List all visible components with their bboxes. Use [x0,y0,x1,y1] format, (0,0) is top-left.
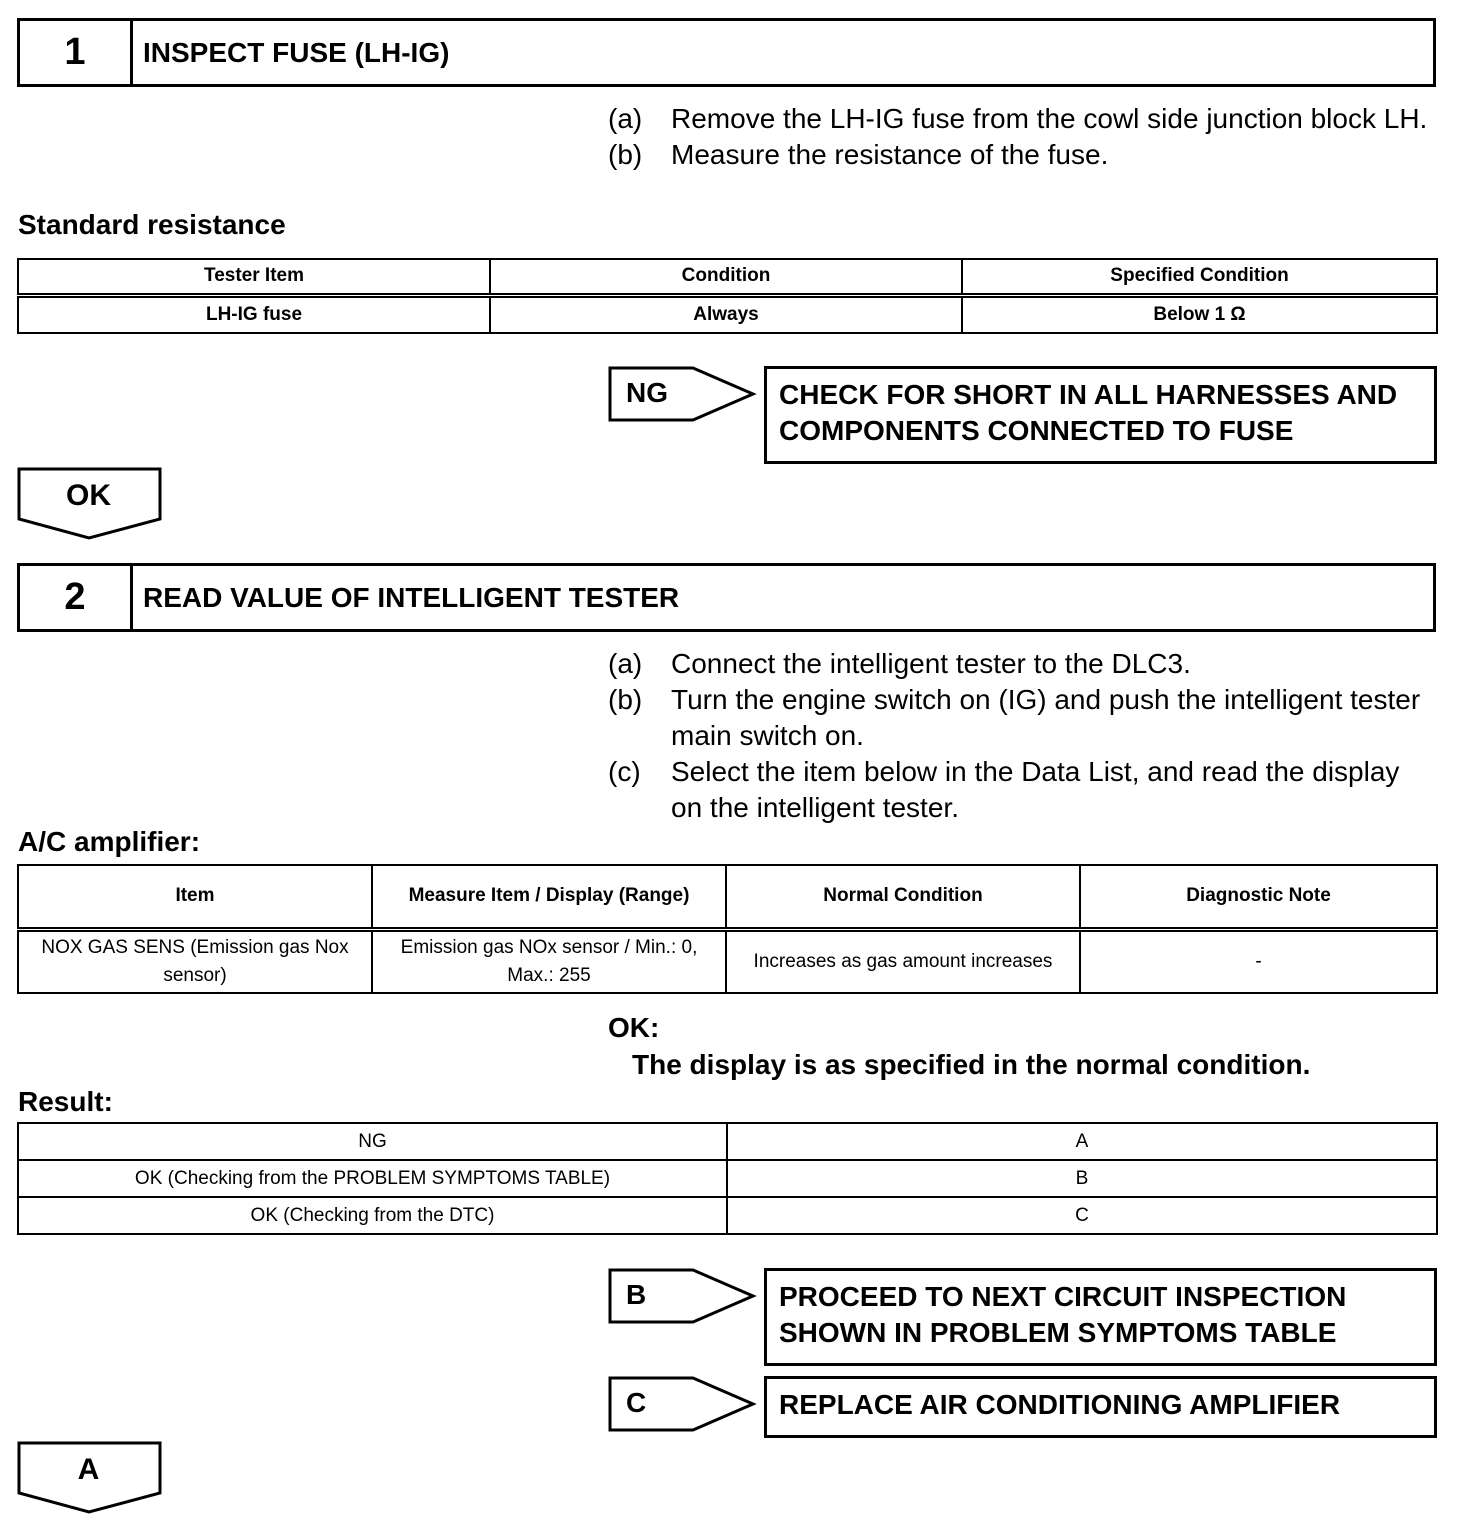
instruction-item [608,137,1438,173]
ok-arrow-label: OK [66,479,111,512]
table-header: Measure Item / Display (Range) [372,865,726,929]
ok-label: OK: [608,1012,660,1043]
step1-number: 1 [20,21,133,84]
instruction-text: Turn the engine switch on (IG) and push the intelligent tester main switch on. [671,684,1421,751]
table-header: Normal Condition [726,865,1080,929]
instruction-mark: (c) [608,756,641,787]
a-arrow-label: A [77,1453,100,1486]
instruction-mark: (a) [608,648,643,679]
table-header: Item [18,865,372,929]
resistance-table [17,258,1438,334]
b-tag-label: B [626,1279,647,1310]
instruction-item [608,646,1438,682]
step1-instructions [608,101,1438,173]
ac-amplifier-label: A/C amplifier: [18,826,201,857]
instruction-item [608,754,1438,826]
standard-resistance-label: Standard resistance [18,209,286,240]
table-cell: OK (Checking from the DTC) [18,1197,727,1234]
table-header-row [18,259,1437,295]
table-cell: Emission gas NOx sensor / Min.: 0, Max.: 255 [372,929,726,993]
step1-header [17,18,1436,87]
table-cell: B [727,1160,1437,1197]
ng-action-box: CHECK FOR SHORT IN ALL HARNESSES AND COMPONENTS CONNECTED TO FUSE [764,366,1437,464]
table-header: Tester Item [18,259,490,295]
table-row [18,295,1437,333]
instruction-text: Connect the intelligent tester to the DLC3. [671,648,1191,679]
ng-tag [608,366,758,422]
data-list-table [17,864,1438,994]
table-cell: Always [490,295,962,333]
table-row [18,929,1437,993]
table-cell: Below 1 Ω [962,295,1437,333]
table-cell: A [727,1123,1437,1160]
instruction-mark: (b) [608,684,643,715]
table-cell: NOX GAS SENS (Emission gas Nox sensor) [18,929,372,993]
b-action-box: PROCEED TO NEXT CIRCUIT INSPECTION SHOWN IN PROBLEM SYMPTOMS TABLE [764,1268,1437,1366]
ok-down-arrow [17,467,163,541]
step2-header [17,563,1436,632]
table-header: Diagnostic Note [1080,865,1437,929]
a-down-arrow [17,1441,163,1515]
table-cell: LH-IG fuse [18,295,490,333]
table-cell: - [1080,929,1437,993]
ok-text: The display is as specified in the normal condition. [632,1049,1311,1080]
b-tag [608,1268,758,1324]
c-tag-label: C [626,1387,647,1418]
instruction-text: Select the item below in the Data List, and read the display on the intelligent tester. [671,756,1400,823]
instruction-text: Remove the LH-IG fuse from the cowl side junction block LH. [671,103,1428,134]
table-cell: NG [18,1123,727,1160]
table-cell: Increases as gas amount increases [726,929,1080,993]
table-header: Condition [490,259,962,295]
ng-tag-label: NG [626,377,668,408]
result-table [17,1122,1438,1235]
instruction-item [608,101,1438,137]
table-row [18,1197,1437,1234]
table-row [18,1160,1437,1197]
step1-title: INSPECT FUSE (LH-IG) [143,36,450,68]
table-row [18,1123,1437,1160]
step2-title: READ VALUE OF INTELLIGENT TESTER [143,581,680,613]
table-header: Specified Condition [962,259,1437,295]
step2-number: 2 [20,566,133,629]
c-action-box: REPLACE AIR CONDITIONING AMPLIFIER [764,1376,1437,1438]
step2-instructions [608,646,1438,826]
table-cell: OK (Checking from the PROBLEM SYMPTOMS TABLE) [18,1160,727,1197]
instruction-item [608,682,1438,754]
table-header-row [18,865,1437,929]
c-tag [608,1376,758,1432]
instruction-text: Measure the resistance of the fuse. [671,139,1109,170]
table-cell: C [727,1197,1437,1234]
instruction-mark: (a) [608,103,643,134]
result-label: Result: [18,1086,113,1117]
instruction-mark: (b) [608,139,643,170]
